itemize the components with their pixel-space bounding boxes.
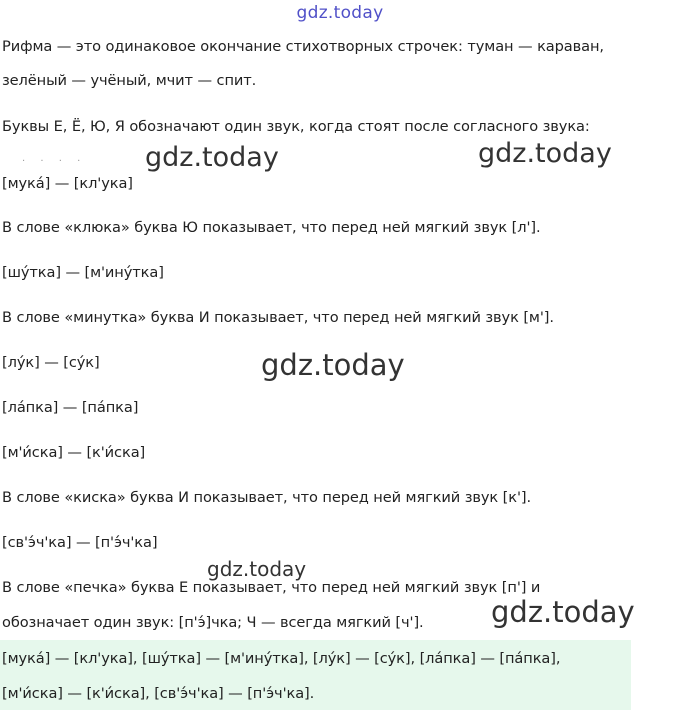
- text-line-kiska: В слове «киска» буква И показывает, что перед ней мягкий звук [к'].: [2, 489, 532, 506]
- text-line-rhyme-def-1: Рифма — это одинаковое окончание стихотворных строчек: туман — караван,: [2, 38, 604, 55]
- watermark-4: gdz.today: [207, 557, 307, 581]
- transcription-line-4: [ла́пка] — [па́пка]: [2, 399, 139, 416]
- transcription-line-2: [шу́тка] — [м'ину́тка]: [2, 264, 164, 281]
- watermark-1: gdz.today: [145, 142, 279, 173]
- faded-text-fragment: · · · ·: [22, 156, 87, 167]
- answer-line-2: [м'и́ска] — [к'и́ска], [св'э́ч'ка] — [п'э́ч'ка].: [2, 685, 315, 702]
- site-header-logo[interactable]: gdz.today: [296, 3, 384, 23]
- text-line-rhyme-def-2: зелёный — учёный, мчит — спит.: [2, 72, 257, 89]
- watermark-3: gdz.today: [261, 348, 405, 382]
- transcription-line-6: [св'э́ч'ка] — [п'э́ч'ка]: [2, 534, 158, 551]
- watermark-2: gdz.today: [478, 138, 612, 169]
- text-line-letters-rule: Буквы Е, Ё, Ю, Я обозначают один звук, когда стоят после согласного звука:: [2, 118, 590, 135]
- transcription-line-3: [лу́к] — [су́к]: [2, 354, 100, 371]
- text-line-minutka: В слове «минутка» буква И показывает, что перед ней мягкий звук [м'].: [2, 309, 554, 326]
- watermark-5: gdz.today: [491, 595, 635, 629]
- answer-line-1: [мука́] — [кл'ука], [шу́тка] — [м'ину́тка], [лу́к] — [су́к], [ла́пка] — [па́пка],: [2, 650, 561, 667]
- text-line-pechka-1: В слове «печка» буква Е показывает, что перед ней мягкий звук [п'] и: [2, 579, 541, 596]
- text-line-pechka-2: обозначает один звук: [п'э́]чка; Ч — всегда мягкий [ч'].: [2, 614, 424, 631]
- transcription-line-1: [мука́] — [кл'ука]: [2, 175, 133, 192]
- transcription-line-5: [м'и́ска] — [к'и́ска]: [2, 444, 146, 461]
- text-line-klyuka: В слове «клюка» буква Ю показывает, что перед ней мягкий звук [л'].: [2, 219, 541, 236]
